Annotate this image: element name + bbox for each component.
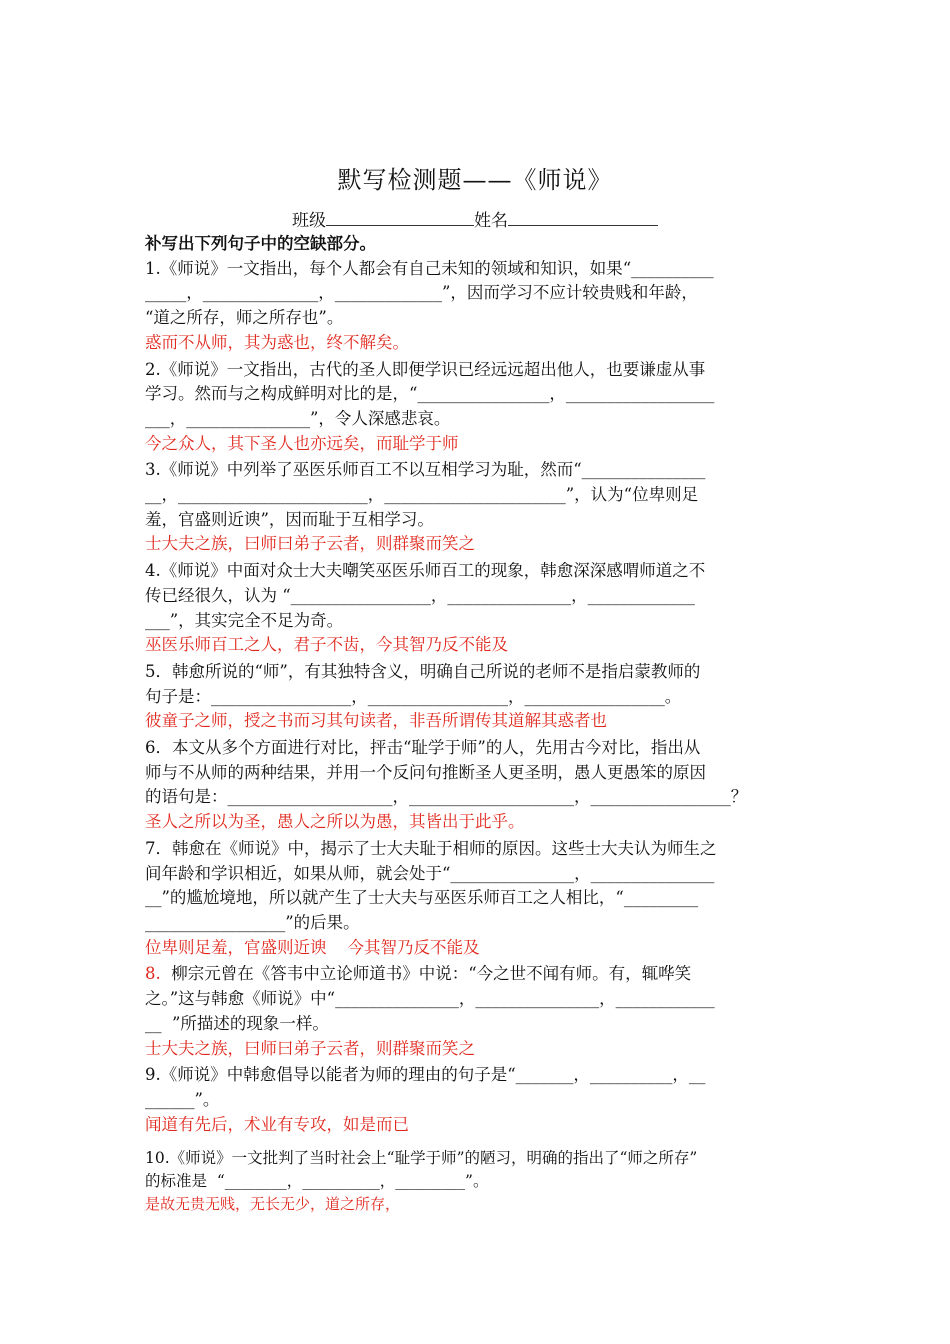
name-label: 姓名: [474, 211, 508, 231]
question-7: 7．韩愈在《师说》中，揭示了士大夫耻于相师的原因。这些士大夫认为师生之 间年龄和学识相近，如果从师，就会处于“_______________，_______________ __”的尴尬境地，所以就产生了士大夫与巫医乐师百工之人相比，“_________ _________________”的后果。: [145, 838, 717, 932]
question-9: 9.《师说》中韩愈倡导以能者为师的理由的句子是“_______，__________，__ ______”。: [145, 1065, 706, 1109]
answer-3: 士大夫之族，曰师曰弟子云者，则群聚而笑之: [145, 534, 475, 554]
question-8-number: 8.: [145, 964, 161, 984]
question-8: [145, 962, 810, 1036]
class-blank[interactable]: [326, 208, 474, 226]
question-10: 10.《师说》一文批判了当时社会上“耻学于师”的陋习，明确的指出了“师之所存” 的标准是 “________，__________，_________”。: [145, 1149, 698, 1191]
answer-6: 圣人之所以为圣，愚人之所以为愚，其皆出于此乎。: [145, 812, 525, 832]
question-6: 6．本文从多个方面进行对比，抨击“耻学于师”的人，先用古今对比，指出从 师与不从师的两种结果，并用一个反问句推断圣人更圣明，愚人更愚笨的原因 的语句是：____________________，____________________，_________________？: [145, 738, 748, 807]
answer-7: 位卑则足羞，官盛则近谀 今其智乃反不能及: [145, 937, 480, 957]
class-label: 班级: [292, 211, 326, 231]
question-5: 5．韩愈所说的“师”，有其独特含义，明确自己所说的老师不是指启蒙教师的 句子是：_________________，_________________，_________________。: [145, 661, 701, 706]
question-1: 1.《师说》一文指出，每个人都会有自己未知的领域和知识，如果“__________ _____，______________，_____________”，因而学习不应计较贵贱和年龄， “道之所存，师之所存也”。: [145, 258, 714, 328]
answer-8: 士大夫之族，曰师曰弟子云者，则群聚而笑之: [145, 1038, 475, 1058]
question-2: 2.《师说》一文指出，古代的圣人即便学识已经远远超出他人，也要谦虚从事 学习。然而与之构成鲜明对比的是，“________________，__________________ ___，_______________”，令人深感悲哀。: [145, 359, 715, 428]
answer-1: 惑而不从师，其为惑也，终不解矣。: [145, 332, 409, 352]
answer-4: 巫医乐师百工之人，君子不齿，今其智乃反不能及: [145, 635, 508, 655]
name-blank[interactable]: [508, 208, 658, 226]
question-4: 4.《师说》中面对众士大夫嘲笑巫医乐师百工的现象，韩愈深深感喟师道之不 传已经很久，认为 “_________________，_______________，_____________ ___”，其实完全不足为奇。: [145, 561, 706, 630]
answer-2: 今之众人，其下圣人也亦远矣，而耻学于师: [145, 433, 459, 453]
page-title: 默写检测题——《师说》: [337, 166, 613, 194]
answer-10: 是故无贵无贱，无长无少，道之所存，: [145, 1195, 401, 1214]
question-list: [145, 232, 810, 1215]
question-8-text: 柳宗元曾在《答韦中立论师道书》中说：“今之世不闻有师。有，辄哗笑 之。”这与韩愈《师说》中“_______________，_______________，____________ __ ”所描述的现象一样。: [145, 964, 715, 1033]
question-3: 3.《师说》中列举了巫医乐师百工不以互相学习为耻，然而“_______________ __，_______________________，______________________”，认为“位卑则足 羞，官盛则近谀”，因而耻于互相学习。: [145, 460, 706, 529]
instruction: 补写出下列句子中的空缺部分。: [145, 234, 376, 253]
answer-5: 彼童子之师，授之书而习其句读者，非吾所谓传其道解其惑者也: [145, 711, 607, 731]
class-name-line: [0, 206, 950, 231]
answer-9: 闻道有先后，术业有专攻，如是而已: [145, 1114, 409, 1134]
